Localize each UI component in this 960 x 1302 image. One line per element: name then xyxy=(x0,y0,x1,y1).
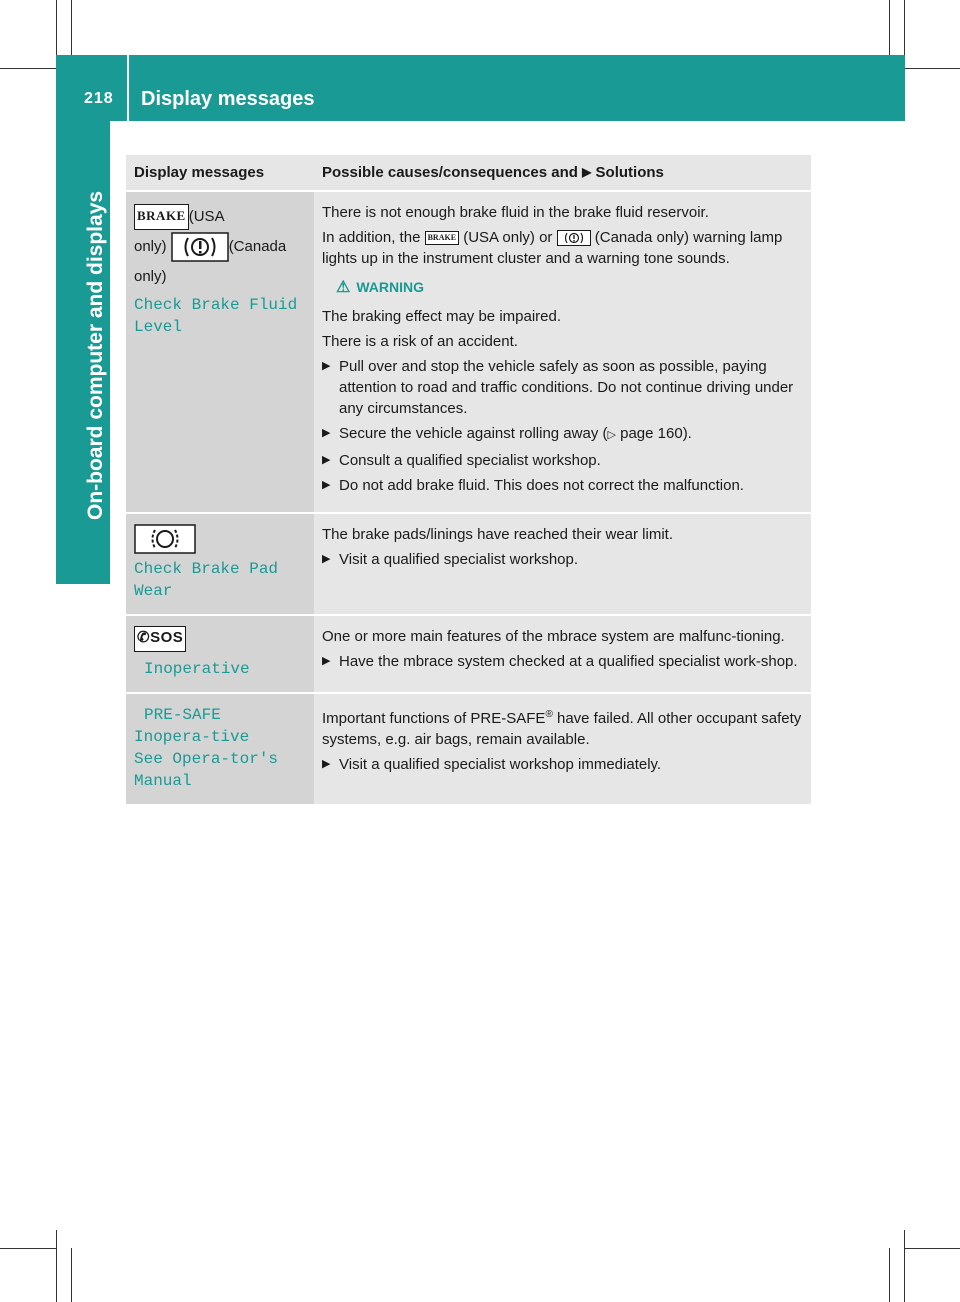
display-message-cell xyxy=(126,513,314,615)
page-reference-link[interactable]: page 160). xyxy=(620,425,692,442)
causes-cell xyxy=(314,513,811,615)
cause-text-part: (Canada only) warning lamp lights up in the instrument cluster and a warning tone sounds. xyxy=(322,229,783,267)
crop-mark xyxy=(889,1248,890,1302)
step-arrow-icon: ▶ xyxy=(322,360,331,372)
canada-label: (Canada xyxy=(228,238,287,255)
registered-mark: ® xyxy=(545,709,553,720)
solution-text: Pull over and stop the vehicle safely as soon as possible, paying attention to road and traffic conditions. Do not continue driving under any circumstances. xyxy=(339,358,794,417)
page-number: 218 xyxy=(84,90,114,107)
column-header-causes xyxy=(314,155,811,191)
display-message-text: Check Brake Pad Wear xyxy=(134,560,279,600)
table-row xyxy=(126,615,811,693)
display-message-text: PRE-SAFE Inopera-tive See Opera-tor's Manual xyxy=(134,706,279,790)
solution-text: Visit a qualified specialist workshop immediately. xyxy=(339,756,662,773)
table-row xyxy=(126,191,811,513)
crop-mark xyxy=(71,1248,72,1302)
brake-pad-wear-icon xyxy=(134,524,196,554)
cause-text-part: have failed. All other occupant safety systems, e.g. air bags, remain available. xyxy=(322,710,802,748)
cause-text xyxy=(322,227,803,269)
display-message-text: Inoperative xyxy=(144,660,250,678)
brake-warning-icon: BRAKE xyxy=(425,231,459,245)
solution-step xyxy=(322,475,803,496)
brake-warning-icon: BRAKE xyxy=(134,204,189,230)
crop-mark xyxy=(904,1230,905,1302)
crop-mark xyxy=(904,68,960,69)
messages-table xyxy=(126,155,811,806)
display-message-cell xyxy=(126,693,314,805)
solution-step xyxy=(322,450,803,471)
column-header-display: Display messages xyxy=(126,155,314,191)
warning-text: There is a risk of an accident. xyxy=(322,333,518,350)
section-label: On-board computer and displays xyxy=(84,190,107,520)
cause-text-part: (USA only) or xyxy=(463,229,553,246)
play-arrow-icon: ▶ xyxy=(582,165,592,179)
usa-only-label: only) xyxy=(134,238,167,255)
step-arrow-icon: ▶ xyxy=(322,553,331,565)
display-message-cell xyxy=(126,191,314,513)
crop-mark xyxy=(904,1248,960,1249)
cause-text-part: In addition, the xyxy=(322,229,421,246)
step-arrow-icon: ▶ xyxy=(322,427,331,439)
cause-text: One or more main features of the mbrace system are malfunc-tioning. xyxy=(322,628,785,645)
solution-step xyxy=(322,549,803,570)
sos-icon-text: SOS xyxy=(150,629,184,646)
causes-cell xyxy=(314,693,811,805)
solution-text: Have the mbrace system checked at a qualified specialist work-shop. xyxy=(339,653,798,670)
table-header-row xyxy=(126,155,811,191)
step-arrow-icon: ▶ xyxy=(322,655,331,667)
brake-circle-warning-icon xyxy=(557,230,591,246)
cause-text xyxy=(322,704,803,750)
display-message-cell xyxy=(126,615,314,693)
solution-text: Do not add brake fluid. This does not correct the malfunction. xyxy=(339,477,744,494)
warning-triangle-icon: ⚠ xyxy=(336,279,351,296)
step-arrow-icon: ▶ xyxy=(322,758,331,770)
solution-text: Visit a qualified specialist workshop. xyxy=(339,551,579,568)
crop-mark xyxy=(0,1248,56,1249)
warning-label: WARNING xyxy=(356,279,425,295)
solution-text: Consult a qualified specialist workshop. xyxy=(339,452,601,469)
solution-step xyxy=(322,423,803,446)
canada-only-label: only) xyxy=(134,268,167,286)
cause-text-part: Important functions of PRE-SAFE xyxy=(322,710,546,727)
step-arrow-icon: ▶ xyxy=(322,479,331,491)
sos-phone-icon: ✆SOS xyxy=(134,626,186,652)
header-separator xyxy=(127,55,129,121)
causes-cell xyxy=(314,191,811,513)
page-reference-icon: ▷ xyxy=(607,429,616,441)
usa-label: (USA xyxy=(188,208,225,225)
cause-text: The brake pads/linings have reached their wear limit. xyxy=(322,526,674,543)
page-title: Display messages xyxy=(141,88,315,110)
causes-cell xyxy=(314,615,811,693)
crop-mark xyxy=(0,68,56,69)
warning-heading xyxy=(336,277,803,298)
solution-step xyxy=(322,754,803,775)
cause-text: There is not enough brake fluid in the brake fluid reservoir. xyxy=(322,204,709,221)
solution-step xyxy=(322,651,803,672)
column-header-solutions-text: Solutions xyxy=(595,164,664,181)
table-row xyxy=(126,513,811,615)
step-arrow-icon: ▶ xyxy=(322,454,331,466)
warning-text: The braking effect may be impaired. xyxy=(322,308,562,325)
display-message-text: Check Brake Fluid Level xyxy=(134,296,298,337)
column-header-causes-text: Possible causes/consequences and xyxy=(322,164,578,181)
solution-step xyxy=(322,356,803,419)
crop-mark xyxy=(56,1230,57,1302)
brake-circle-warning-icon xyxy=(171,232,229,262)
table-row xyxy=(126,693,811,805)
solution-text: Secure the vehicle against rolling away ( xyxy=(339,425,608,442)
